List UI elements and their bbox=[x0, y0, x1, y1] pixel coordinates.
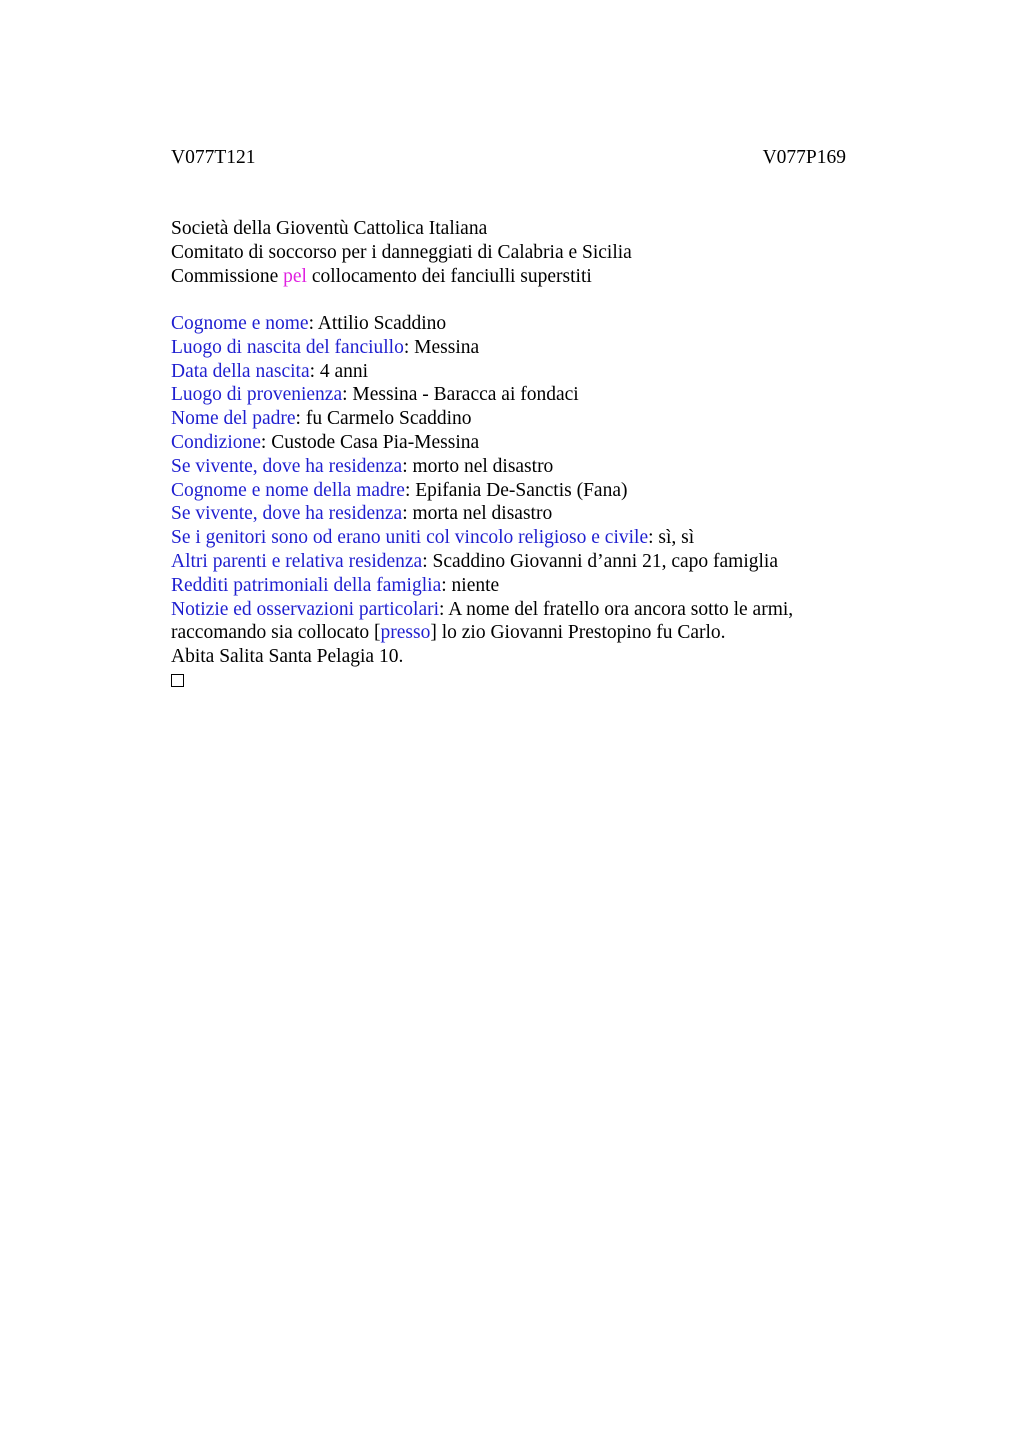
address-line: Abita Salita Santa Pelagia 10. bbox=[171, 646, 404, 668]
document-code-right: V077P169 bbox=[762, 147, 846, 168]
field-label: Altri parenti e relativa residenza bbox=[171, 550, 423, 572]
field-value: : fu Carmelo Scaddino bbox=[295, 408, 472, 430]
field-value: : Attilio Scaddino bbox=[308, 313, 447, 334]
field-row bbox=[171, 431, 846, 455]
field-label: Data della nascita bbox=[171, 360, 310, 382]
field-value: : 4 anni bbox=[309, 360, 369, 382]
field-value: : morta nel disastro bbox=[402, 503, 553, 525]
field-label: Redditi patrimoniali della famiglia bbox=[171, 574, 442, 596]
org-line-3 bbox=[171, 265, 846, 289]
document-code-left: V077T121 bbox=[171, 147, 256, 168]
field-value: : sì, sì bbox=[648, 527, 695, 549]
checkbox-row bbox=[171, 669, 846, 694]
field-row bbox=[171, 383, 846, 407]
field-row bbox=[171, 526, 846, 550]
field-row bbox=[171, 455, 846, 479]
notes-value-start: : A nome del fratello ora ancora sotto le armi, raccomando sia collocato [ bbox=[171, 598, 794, 644]
field-value: : Messina bbox=[403, 336, 480, 358]
field-label: Condizione bbox=[171, 431, 261, 453]
field-value: : Custode Casa Pia-Messina bbox=[260, 431, 480, 453]
organization-header bbox=[171, 217, 846, 289]
field-row bbox=[171, 502, 846, 526]
notes-value-end: ] lo zio Giovanni Prestopino fu Carlo. bbox=[430, 622, 726, 644]
field-value: : Messina - Baracca ai fondaci bbox=[342, 384, 579, 406]
notes-label: Notizie ed osservazioni particolari bbox=[171, 598, 440, 620]
org-line-3-end: collocamento dei fanciulli superstiti bbox=[306, 266, 592, 287]
field-row bbox=[171, 550, 846, 574]
field-row bbox=[171, 479, 846, 503]
org-line-1: Società della Gioventù Cattolica Italiana bbox=[171, 218, 488, 239]
field-value: : Scaddino Giovanni d’anni 21, capo famiglia bbox=[422, 550, 779, 572]
field-row bbox=[171, 336, 846, 360]
inserted-word-presso: presso bbox=[380, 622, 431, 644]
field-label: Se i genitori sono od erano uniti col vincolo religioso e civile bbox=[171, 527, 649, 549]
field-row bbox=[171, 574, 846, 598]
org-line-3-start: Commissione bbox=[171, 266, 284, 287]
notes-row bbox=[171, 598, 846, 646]
field-label: Cognome e nome bbox=[171, 313, 309, 334]
field-value: : morto nel disastro bbox=[402, 455, 554, 477]
field-row bbox=[171, 407, 846, 431]
field-value: : Epifania De-Sanctis (Fana) bbox=[404, 479, 628, 501]
field-row bbox=[171, 360, 846, 384]
field-label: Nome del padre bbox=[171, 408, 296, 430]
record-fields bbox=[171, 312, 846, 694]
field-value: : niente bbox=[441, 574, 500, 596]
field-label: Cognome e nome della madre bbox=[171, 479, 405, 501]
highlighted-word-pel: pel bbox=[283, 266, 307, 287]
org-line-2: Comitato di soccorso per i danneggiati di Calabria e Sicilia bbox=[171, 242, 632, 263]
field-label: Se vivente, dove ha residenza bbox=[171, 455, 403, 477]
field-row bbox=[171, 312, 846, 336]
field-label: Luogo di nascita del fanciullo bbox=[171, 336, 404, 358]
field-label: Luogo di provenienza bbox=[171, 384, 343, 406]
empty-checkbox[interactable] bbox=[171, 674, 184, 687]
field-label: Se vivente, dove ha residenza bbox=[171, 503, 403, 525]
